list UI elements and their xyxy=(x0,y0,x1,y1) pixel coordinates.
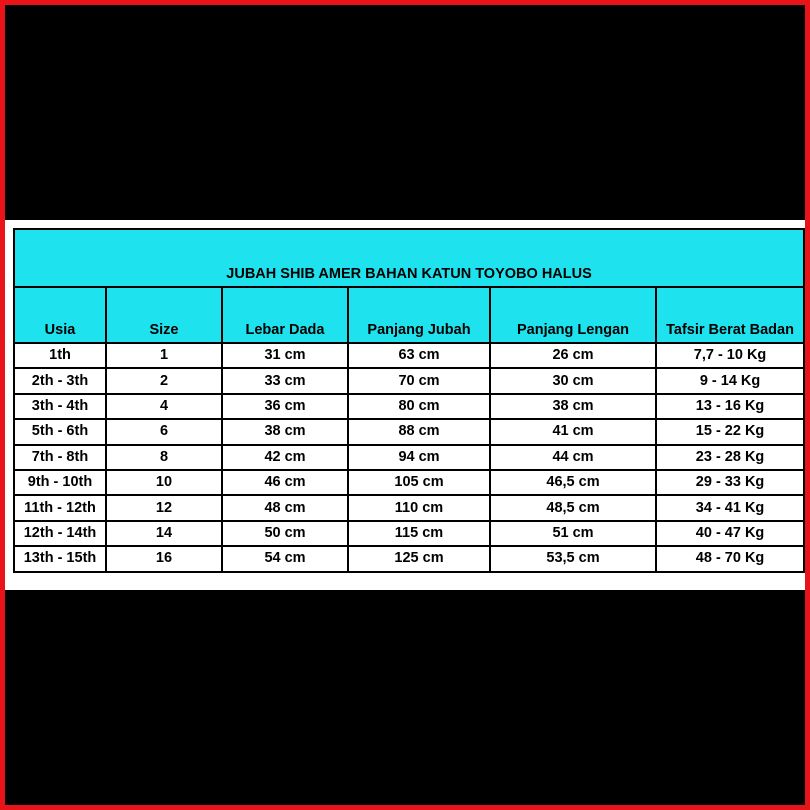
table-row xyxy=(14,394,804,419)
table-cell: 36 cm xyxy=(222,394,348,419)
table-cell: 40 - 47 Kg xyxy=(656,521,804,546)
table-row xyxy=(14,546,804,571)
table-cell: 7th - 8th xyxy=(14,445,106,470)
table-row xyxy=(14,495,804,520)
table-cell: 70 cm xyxy=(348,368,490,393)
table-cell: 4 xyxy=(106,394,222,419)
table-cell: 23 - 28 Kg xyxy=(656,445,804,470)
table-cell: 29 - 33 Kg xyxy=(656,470,804,495)
table-cell: 42 cm xyxy=(222,445,348,470)
table-cell: 88 cm xyxy=(348,419,490,444)
table-row xyxy=(14,368,804,393)
table-cell: 80 cm xyxy=(348,394,490,419)
table-cell: 6 xyxy=(106,419,222,444)
column-header: Panjang Jubah xyxy=(348,287,490,343)
table-cell: 34 - 41 Kg xyxy=(656,495,804,520)
table-cell: 12 xyxy=(106,495,222,520)
table-cell: 1 xyxy=(106,343,222,368)
table-cell: 94 cm xyxy=(348,445,490,470)
table-cell: 10 xyxy=(106,470,222,495)
table-cell: 51 cm xyxy=(490,521,656,546)
table-cell: 46,5 cm xyxy=(490,470,656,495)
table-cell: 16 xyxy=(106,546,222,571)
table-cell: 2th - 3th xyxy=(14,368,106,393)
table-row xyxy=(14,521,804,546)
table-cell: 48 cm xyxy=(222,495,348,520)
table-cell: 11th - 12th xyxy=(14,495,106,520)
table-cell: 50 cm xyxy=(222,521,348,546)
header-row xyxy=(14,287,804,343)
table-cell: 1th xyxy=(14,343,106,368)
table-cell: 2 xyxy=(106,368,222,393)
table-cell: 46 cm xyxy=(222,470,348,495)
table-cell: 125 cm xyxy=(348,546,490,571)
spreadsheet-area xyxy=(5,220,805,590)
table-row xyxy=(14,419,804,444)
table-cell: 115 cm xyxy=(348,521,490,546)
table-cell: 31 cm xyxy=(222,343,348,368)
table-title: JUBAH SHIB AMER BAHAN KATUN TOYOBO HALUS xyxy=(14,229,804,287)
table-cell: 14 xyxy=(106,521,222,546)
table-cell: 13 - 16 Kg xyxy=(656,394,804,419)
table-row xyxy=(14,470,804,495)
column-header: Size xyxy=(106,287,222,343)
table-cell: 3th - 4th xyxy=(14,394,106,419)
size-chart-table xyxy=(13,228,805,573)
table-cell: 53,5 cm xyxy=(490,546,656,571)
table-cell: 12th - 14th xyxy=(14,521,106,546)
table-cell: 48,5 cm xyxy=(490,495,656,520)
table-body xyxy=(14,343,804,572)
column-header: Usia xyxy=(14,287,106,343)
table-cell: 38 cm xyxy=(222,419,348,444)
table-row xyxy=(14,343,804,368)
table-cell: 48 - 70 Kg xyxy=(656,546,804,571)
table-cell: 105 cm xyxy=(348,470,490,495)
table-cell: 9 - 14 Kg xyxy=(656,368,804,393)
table-cell: 15 - 22 Kg xyxy=(656,419,804,444)
column-header: Panjang Lengan xyxy=(490,287,656,343)
table-cell: 26 cm xyxy=(490,343,656,368)
column-header: Tafsir Berat Badan xyxy=(656,287,804,343)
table-cell: 41 cm xyxy=(490,419,656,444)
table-cell: 5th - 6th xyxy=(14,419,106,444)
table-cell: 9th - 10th xyxy=(14,470,106,495)
table-cell: 7,7 - 10 Kg xyxy=(656,343,804,368)
table-cell: 33 cm xyxy=(222,368,348,393)
table-cell: 13th - 15th xyxy=(14,546,106,571)
table-cell: 38 cm xyxy=(490,394,656,419)
table-cell: 8 xyxy=(106,445,222,470)
table-cell: 54 cm xyxy=(222,546,348,571)
column-header: Lebar Dada xyxy=(222,287,348,343)
table-cell: 44 cm xyxy=(490,445,656,470)
table-cell: 63 cm xyxy=(348,343,490,368)
table-cell: 110 cm xyxy=(348,495,490,520)
title-row xyxy=(14,229,804,287)
table-cell: 30 cm xyxy=(490,368,656,393)
table-row xyxy=(14,445,804,470)
